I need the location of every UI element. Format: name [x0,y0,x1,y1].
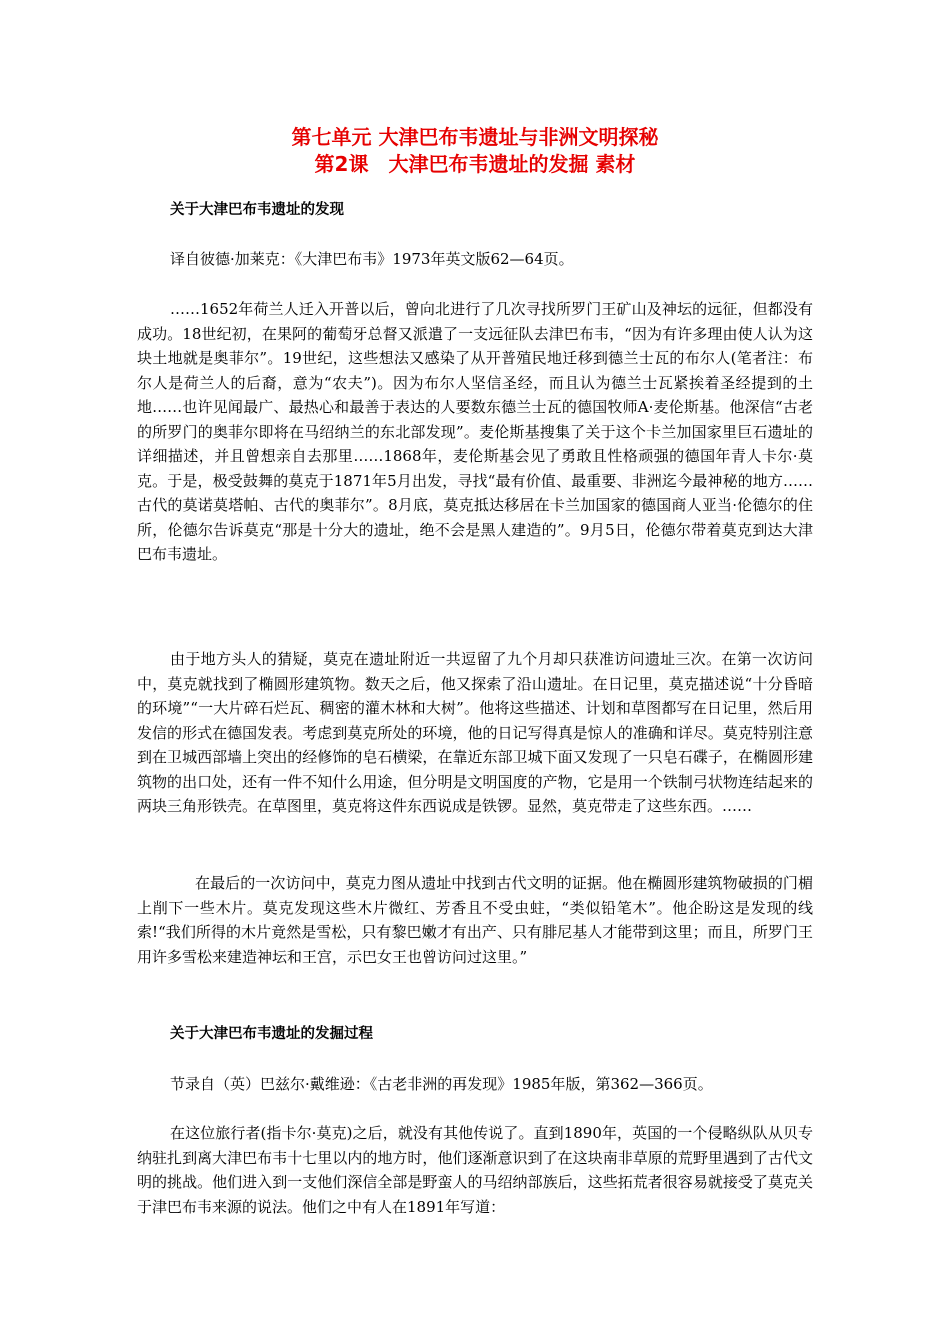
document-title: 第七单元 大津巴布韦遗址与非洲文明探秘 [291,125,659,149]
section-heading-excavation: 关于大津巴布韦遗址的发掘过程 [170,1026,373,1042]
paragraph-discovery-3: 在最后的一次访问中，莫克力图从遗址中找到古代文明的证据。他在椭圆形建筑物破损的门楣上削下一些木片。莫克发现这些木片微红、芳香且不受虫蛀，“类似铅笔木”。他企盼这是发现的线索!“我们所得的木片竟然是雪松，只有黎巴嫩才有出产、只有腓尼基人才能带到这里；而且，所罗门王用许多雪松来建造神坛和王宫，示巴女王也曾访问过这里。” [137,874,813,966]
lesson-title: 第2课 大津巴布韦遗址的发掘 素材 [314,152,636,176]
paragraph-discovery-2: 由于地方头人的猜疑，莫克在遗址附近一共逗留了九个月却只获准访问遗址三次。在第一次访问中，莫克就找到了椭圆形建筑物。数天之后，他又探索了沿山遗址。在日记里，莫克描述说“十分昏暗的环境”“一大片碎石烂瓦、稠密的灌木林和大树”。他将这些描述、计划和草图都写在日记里，然后用发信的形式在德国发表。考虑到莫克所处的环境，他的日记写得真是惊人的准确和详尽。莫克特别注意到在卫城西部墙上突出的经修饰的皂石横梁，在靠近东部卫城下面又发现了一只皂石碟子，在椭圆形建筑物的出口处，还有一件不知什么用途，但分明是文明国度的产物，它是用一个铁制弓状物连结起来的两块三角形铁壳。在草图里，莫克将这件东西说成是铁锣。显然，莫克带走了这些东西。…… [137,650,813,815]
source-citation-excavation: 节录自（英）巴兹尔·戴维逊：《古老非洲的再发现》1985年版，第362—366页。 [170,1075,713,1093]
source-citation-discovery: 译自彼德·加莱克：《大津巴布韦》1973年英文版62—64页。 [170,250,574,268]
paragraph-excavation-1: 在这位旅行者(指卡尔·莫克)之后，就没有其他传说了。直到1890年，英国的一个侵略纵队从贝专纳驻扎到离大津巴布韦十七里以内的地方时，他们逐渐意识到了在这块南非草原的荒野里遇到了古代文明的挑战。他们进入到一支他们深信全部是野蛮人的马绍纳部族后，这些拓荒者很容易就接受了莫克关于津巴布韦来源的说法。他们之中有人在1891年写道： [137,1124,813,1216]
section-heading-discovery: 关于大津巴布韦遗址的发现 [170,202,344,218]
paragraph-discovery-1: ……1652年荷兰人迁入开普以后，曾向北进行了几次寻找所罗门王矿山及神坛的远征，但都没有成功。18世纪初，在果阿的葡萄牙总督又派遣了一支远征队去津巴布韦，“因为有许多理由使人认为这块土地就是奥菲尔”。19世纪，这些想法又感染了从开普殖民地迁移到德兰士瓦的布尔人(笔者注：布尔人是荷兰人的后裔，意为“农夫”)。因为布尔人坚信圣经，而且认为德兰士瓦紧挨着圣经提到的土地……也许见闻最广、最热心和最善于表达的人要数东德兰士瓦的德国牧师A·麦伦斯基。他深信“古老的所罗门的奥菲尔即将在马绍纳兰的东北部发现”。麦伦斯基搜集了关于这个卡兰加国家里巨石遗址的详细描述，并且曾想亲自去那里……1868年，麦伦斯基会见了勇敢且性格顽强的德国年青人卡尔·莫克。于是，极受鼓舞的莫克于1871年5月出发，寻找“最有价值、最重要、非洲迄今最神秘的地方……古代的莫诺莫塔帕、古代的奥菲尔”。8月底，莫克抵达移居在卡兰加国家的德国商人亚当·伦德尔的住所，伦德尔告诉莫克“那是十分大的遗址，绝不会是黑人建造的”。9月5日，伦德尔带着莫克到达大津巴布韦遗址。 [137,300,813,563]
